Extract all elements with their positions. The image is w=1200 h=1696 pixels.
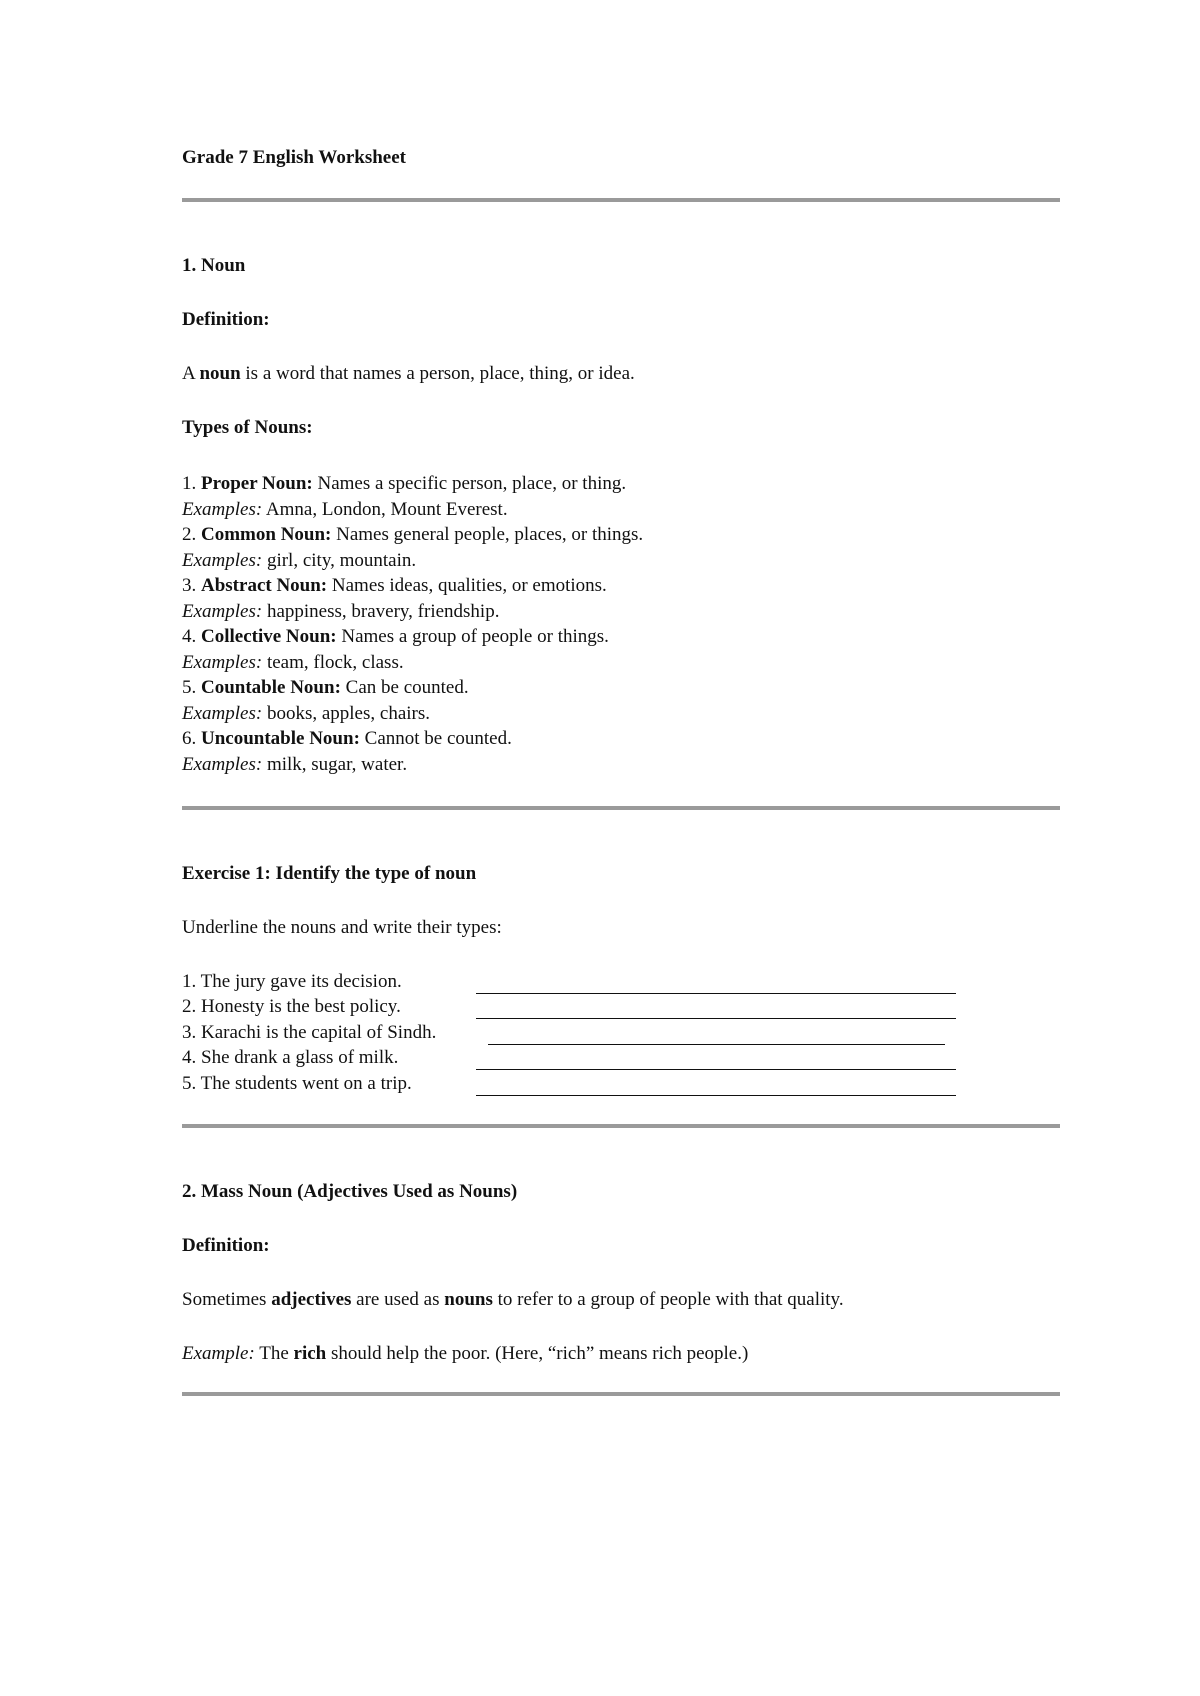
divider — [182, 1124, 1060, 1128]
answer-line[interactable] — [476, 973, 956, 994]
divider — [182, 1392, 1060, 1396]
divider — [182, 198, 1060, 202]
list-item-examples: Examples: milk, sugar, water. — [182, 753, 408, 775]
exercise-instruction: Underline the nouns and write their types: — [182, 917, 502, 938]
divider — [182, 806, 1060, 810]
section-heading-mass-noun: 2. Mass Noun (Adjectives Used as Nouns) — [182, 1181, 518, 1202]
answer-line[interactable] — [476, 998, 956, 1019]
exercise-items — [182, 971, 1060, 1101]
mass-noun-example: Example: The rich should help the poor. (Here, “rich” means rich people.) — [182, 1343, 749, 1364]
list-item: 4. Collective Noun: Names a group of people or things. — [182, 626, 609, 647]
definition-label: Definition: — [182, 309, 270, 330]
section-heading-noun: 1. Noun — [182, 255, 246, 276]
mass-noun-definition: Sometimes adjectives are used as nouns to refer to a group of people with that quality. — [182, 1289, 844, 1310]
list-item-examples: Examples: books, apples, chairs. — [182, 702, 431, 724]
exercise-item: 2. Honesty is the best policy. — [182, 996, 401, 1017]
worksheet-page — [182, 0, 1060, 1696]
exercise-item: 3. Karachi is the capital of Sindh. — [182, 1022, 437, 1043]
list-item: 5. Countable Noun: Can be counted. — [182, 677, 469, 698]
answer-line[interactable] — [476, 1075, 956, 1096]
list-item-examples: Examples: girl, city, mountain. — [182, 549, 417, 571]
list-item-examples: Examples: happiness, bravery, friendship. — [182, 600, 500, 622]
noun-types-list — [182, 471, 643, 777]
list-item-examples: Examples: team, flock, class. — [182, 651, 404, 673]
list-item: 3. Abstract Noun: Names ideas, qualities, or emotions. — [182, 575, 607, 596]
exercise-heading: Exercise 1: Identify the type of noun — [182, 863, 477, 884]
exercise-item: 5. The students went on a trip. — [182, 1073, 412, 1094]
list-item: 1. Proper Noun: Names a specific person, place, or thing. — [182, 473, 627, 494]
list-item: 6. Uncountable Noun: Cannot be counted. — [182, 728, 512, 749]
answer-line[interactable] — [476, 1049, 956, 1070]
definition-label: Definition: — [182, 1235, 270, 1256]
exercise-item: 1. The jury gave its decision. — [182, 971, 402, 992]
answer-line[interactable] — [488, 1024, 945, 1045]
list-item-examples: Examples: Amna, London, Mount Everest. — [182, 498, 508, 520]
types-label: Types of Nouns: — [182, 417, 313, 438]
list-item: 2. Common Noun: Names general people, places, or things. — [182, 524, 644, 545]
exercise-item: 4. She drank a glass of milk. — [182, 1047, 399, 1068]
page-title: Grade 7 English Worksheet — [182, 147, 406, 168]
noun-definition: A noun is a word that names a person, place, thing, or idea. — [182, 363, 635, 384]
